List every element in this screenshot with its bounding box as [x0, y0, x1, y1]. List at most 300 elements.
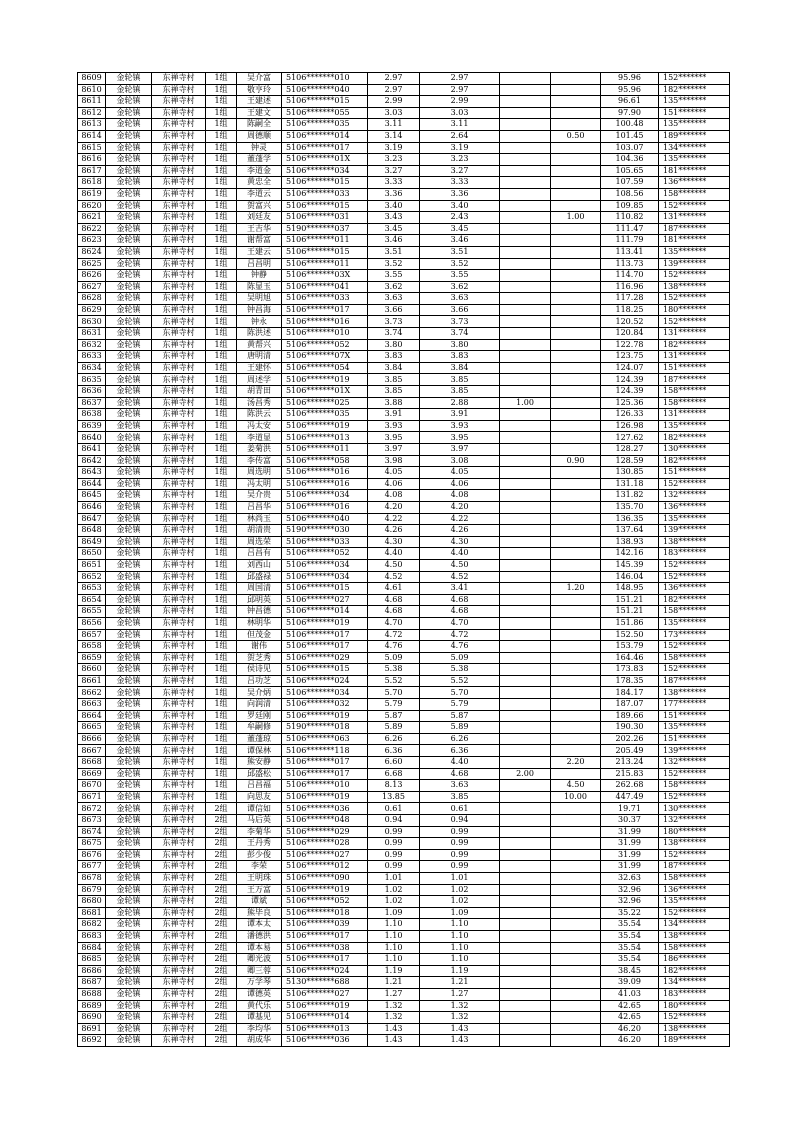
table-row: [78, 988, 730, 1000]
group-cell: 1组: [206, 258, 237, 270]
amount-cell: 120.84: [601, 328, 659, 340]
group-cell: 1组: [206, 548, 237, 560]
total-area-cell: 4.72: [368, 629, 420, 641]
row-number: 8687: [78, 977, 106, 989]
base-area-cell: 1.10: [420, 942, 500, 954]
town-cell: 金轮镇: [106, 803, 152, 815]
table-row: [78, 757, 730, 769]
group-cell: 1组: [206, 177, 237, 189]
town-cell: 金轮镇: [106, 954, 152, 966]
town-cell: 金轮镇: [106, 594, 152, 606]
id-card-cell: 5106*******011: [282, 258, 368, 270]
town-cell: 金轮镇: [106, 328, 152, 340]
phone-cell: 173*******: [659, 629, 730, 641]
phone-cell: 183*******: [659, 988, 730, 1000]
row-number: 8664: [78, 710, 106, 722]
amount-cell: 135.70: [601, 501, 659, 513]
group-cell: 1组: [206, 420, 237, 432]
town-cell: 金轮镇: [106, 304, 152, 316]
total-area-cell: 5.87: [368, 710, 420, 722]
town-cell: 金轮镇: [106, 548, 152, 560]
phone-cell: 158*******: [659, 652, 730, 664]
name-cell: 董蓬学: [237, 154, 282, 166]
base-area-cell: 5.79: [420, 699, 500, 711]
id-card-cell: 5106*******055: [282, 107, 368, 119]
town-cell: 金轮镇: [106, 177, 152, 189]
added-area-cell: [551, 362, 601, 374]
id-card-cell: 5106*******036: [282, 1035, 368, 1047]
id-card-cell: 5106*******017: [282, 954, 368, 966]
extra-area-cell: 2.00: [500, 768, 551, 780]
base-area-cell: 3.73: [420, 316, 500, 328]
group-cell: 1组: [206, 339, 237, 351]
base-area-cell: 3.08: [420, 455, 500, 467]
added-area-cell: 0.90: [551, 455, 601, 467]
name-cell: 潘德洪: [237, 930, 282, 942]
table-row: [78, 930, 730, 942]
table-row: [78, 559, 730, 571]
table-row: [78, 954, 730, 966]
amount-cell: 31.99: [601, 849, 659, 861]
name-cell: 贺富兴: [237, 200, 282, 212]
added-area-cell: [551, 629, 601, 641]
added-area-cell: [551, 907, 601, 919]
amount-cell: 215.83: [601, 768, 659, 780]
town-cell: 金轮镇: [106, 583, 152, 595]
village-cell: 东禅寺村: [152, 316, 206, 328]
table-row: [78, 432, 730, 444]
amount-cell: 95.96: [601, 84, 659, 96]
id-card-cell: 5106*******016: [282, 467, 368, 479]
phone-cell: 135*******: [659, 896, 730, 908]
table-row: [78, 664, 730, 676]
village-cell: 东禅寺村: [152, 525, 206, 537]
added-area-cell: [551, 675, 601, 687]
total-area-cell: 4.68: [368, 606, 420, 618]
group-cell: 1组: [206, 281, 237, 293]
base-area-cell: 2.97: [420, 73, 500, 85]
village-cell: 东禅寺村: [152, 594, 206, 606]
phone-cell: 189*******: [659, 130, 730, 142]
extra-area-cell: [500, 930, 551, 942]
base-area-cell: 3.51: [420, 246, 500, 258]
group-cell: 1组: [206, 246, 237, 258]
row-number: 8672: [78, 803, 106, 815]
phone-cell: 152*******: [659, 791, 730, 803]
row-number: 8654: [78, 594, 106, 606]
id-card-cell: 5106*******019: [282, 617, 368, 629]
id-card-cell: 5106*******017: [282, 641, 368, 653]
phone-cell: 136*******: [659, 884, 730, 896]
extra-area-cell: [500, 328, 551, 340]
added-area-cell: [551, 270, 601, 282]
phone-cell: 132*******: [659, 757, 730, 769]
name-cell: 周选荣: [237, 536, 282, 548]
table-row: [78, 1035, 730, 1047]
table-row: [78, 351, 730, 363]
row-number: 8653: [78, 583, 106, 595]
row-number: 8611: [78, 96, 106, 108]
id-card-cell: 5106*******013: [282, 1023, 368, 1035]
added-area-cell: [551, 977, 601, 989]
base-area-cell: 4.30: [420, 536, 500, 548]
extra-area-cell: [500, 629, 551, 641]
group-cell: 2组: [206, 1035, 237, 1047]
base-area-cell: 6.26: [420, 733, 500, 745]
amount-cell: 32.96: [601, 884, 659, 896]
amount-cell: 114.70: [601, 270, 659, 282]
extra-area-cell: [500, 641, 551, 653]
table-row: [78, 699, 730, 711]
total-area-cell: 3.93: [368, 420, 420, 432]
total-area-cell: 2.99: [368, 96, 420, 108]
village-cell: 东禅寺村: [152, 664, 206, 676]
id-card-cell: 5106*******025: [282, 397, 368, 409]
extra-area-cell: [500, 177, 551, 189]
added-area-cell: [551, 432, 601, 444]
id-card-cell: 5106*******027: [282, 594, 368, 606]
base-area-cell: 2.88: [420, 397, 500, 409]
row-number: 8647: [78, 513, 106, 525]
base-area-cell: 3.40: [420, 200, 500, 212]
total-area-cell: 4.05: [368, 467, 420, 479]
base-area-cell: 4.52: [420, 571, 500, 583]
total-area-cell: 3.80: [368, 339, 420, 351]
name-cell: 侯诗见: [237, 664, 282, 676]
table-row: [78, 606, 730, 618]
row-number: 8688: [78, 988, 106, 1000]
town-cell: 金轮镇: [106, 200, 152, 212]
added-area-cell: [551, 73, 601, 85]
added-area-cell: 4.50: [551, 780, 601, 792]
table-row: [78, 165, 730, 177]
total-area-cell: 3.62: [368, 281, 420, 293]
row-number: 8636: [78, 386, 106, 398]
town-cell: 金轮镇: [106, 525, 152, 537]
name-cell: 吕功芝: [237, 675, 282, 687]
village-cell: 东禅寺村: [152, 548, 206, 560]
base-area-cell: 1.19: [420, 965, 500, 977]
extra-area-cell: [500, 594, 551, 606]
total-area-cell: 3.03: [368, 107, 420, 119]
total-area-cell: 6.26: [368, 733, 420, 745]
phone-cell: 158*******: [659, 780, 730, 792]
added-area-cell: [551, 699, 601, 711]
table-row: [78, 478, 730, 490]
table-row: [78, 362, 730, 374]
amount-cell: 117.28: [601, 293, 659, 305]
base-area-cell: 1.32: [420, 1000, 500, 1012]
village-cell: 东禅寺村: [152, 212, 206, 224]
town-cell: 金轮镇: [106, 965, 152, 977]
table-row: [78, 339, 730, 351]
group-cell: 1组: [206, 188, 237, 200]
village-cell: 东禅寺村: [152, 559, 206, 571]
extra-area-cell: [500, 258, 551, 270]
town-cell: 金轮镇: [106, 130, 152, 142]
base-area-cell: 0.61: [420, 803, 500, 815]
added-area-cell: [551, 536, 601, 548]
table-row: [78, 154, 730, 166]
phone-cell: 180*******: [659, 1000, 730, 1012]
total-area-cell: 0.99: [368, 849, 420, 861]
table-row: [78, 84, 730, 96]
group-cell: 2组: [206, 930, 237, 942]
town-cell: 金轮镇: [106, 223, 152, 235]
row-number: 8631: [78, 328, 106, 340]
extra-area-cell: [500, 652, 551, 664]
extra-area-cell: [500, 803, 551, 815]
id-card-cell: 5106*******054: [282, 362, 368, 374]
base-area-cell: 0.99: [420, 826, 500, 838]
village-cell: 东禅寺村: [152, 1012, 206, 1024]
base-area-cell: 3.33: [420, 177, 500, 189]
table-row: [78, 525, 730, 537]
village-cell: 东禅寺村: [152, 293, 206, 305]
row-number: 8642: [78, 455, 106, 467]
total-area-cell: 0.99: [368, 826, 420, 838]
added-area-cell: [551, 501, 601, 513]
phone-cell: 158*******: [659, 942, 730, 954]
extra-area-cell: [500, 977, 551, 989]
extra-area-cell: [500, 872, 551, 884]
id-card-cell: 5106*******017: [282, 629, 368, 641]
row-number: 8616: [78, 154, 106, 166]
phone-cell: 182*******: [659, 432, 730, 444]
id-card-cell: 5106*******034: [282, 490, 368, 502]
id-card-cell: 5106*******010: [282, 328, 368, 340]
town-cell: 金轮镇: [106, 501, 152, 513]
town-cell: 金轮镇: [106, 872, 152, 884]
table-row: [78, 455, 730, 467]
group-cell: 1组: [206, 455, 237, 467]
phone-cell: 158*******: [659, 872, 730, 884]
total-area-cell: 3.66: [368, 304, 420, 316]
village-cell: 东禅寺村: [152, 977, 206, 989]
base-area-cell: 3.63: [420, 780, 500, 792]
id-card-cell: 5106*******010: [282, 780, 368, 792]
base-area-cell: 4.05: [420, 467, 500, 479]
name-cell: 林尚玉: [237, 513, 282, 525]
base-area-cell: 1.32: [420, 1012, 500, 1024]
base-area-cell: 1.10: [420, 930, 500, 942]
extra-area-cell: [500, 420, 551, 432]
added-area-cell: [551, 641, 601, 653]
row-number: 8671: [78, 791, 106, 803]
extra-area-cell: [500, 107, 551, 119]
village-cell: 东禅寺村: [152, 872, 206, 884]
town-cell: 金轮镇: [106, 258, 152, 270]
phone-cell: 152*******: [659, 200, 730, 212]
table-body: [78, 73, 730, 1047]
table-row: [78, 1012, 730, 1024]
total-area-cell: 13.85: [368, 791, 420, 803]
total-area-cell: 4.06: [368, 478, 420, 490]
extra-area-cell: [500, 849, 551, 861]
name-cell: 李传富: [237, 455, 282, 467]
town-cell: 金轮镇: [106, 432, 152, 444]
group-cell: 1组: [206, 559, 237, 571]
group-cell: 1组: [206, 501, 237, 513]
village-cell: 东禅寺村: [152, 165, 206, 177]
extra-area-cell: [500, 583, 551, 595]
table-row: [78, 304, 730, 316]
town-cell: 金轮镇: [106, 362, 152, 374]
name-cell: 陈洪云: [237, 409, 282, 421]
table-row: [78, 293, 730, 305]
added-area-cell: [551, 1000, 601, 1012]
town-cell: 金轮镇: [106, 339, 152, 351]
row-number: 8612: [78, 107, 106, 119]
row-number: 8658: [78, 641, 106, 653]
row-number: 8685: [78, 954, 106, 966]
village-cell: 东禅寺村: [152, 409, 206, 421]
extra-area-cell: [500, 965, 551, 977]
row-number: 8676: [78, 849, 106, 861]
id-card-cell: 5106*******036: [282, 803, 368, 815]
total-area-cell: 1.01: [368, 872, 420, 884]
total-area-cell: 4.20: [368, 501, 420, 513]
total-area-cell: 1.32: [368, 1012, 420, 1024]
extra-area-cell: [500, 212, 551, 224]
id-card-cell: 5106*******028: [282, 838, 368, 850]
phone-cell: 152*******: [659, 478, 730, 490]
group-cell: 2组: [206, 815, 237, 827]
table-row: [78, 675, 730, 687]
name-cell: 黄代乐: [237, 1000, 282, 1012]
extra-area-cell: [500, 699, 551, 711]
extra-area-cell: [500, 386, 551, 398]
amount-cell: 190.30: [601, 722, 659, 734]
phone-cell: 158*******: [659, 188, 730, 200]
added-area-cell: [551, 420, 601, 432]
village-cell: 东禅寺村: [152, 826, 206, 838]
phone-cell: 131*******: [659, 212, 730, 224]
added-area-cell: [551, 96, 601, 108]
id-card-cell: 5106*******029: [282, 826, 368, 838]
base-area-cell: 1.43: [420, 1023, 500, 1035]
table-row: [78, 96, 730, 108]
amount-cell: 145.39: [601, 559, 659, 571]
table-row: [78, 907, 730, 919]
added-area-cell: 1.20: [551, 583, 601, 595]
phone-cell: 151*******: [659, 733, 730, 745]
amount-cell: 113.73: [601, 258, 659, 270]
subsidy-table: [77, 72, 730, 1047]
base-area-cell: 4.68: [420, 594, 500, 606]
town-cell: 金轮镇: [106, 791, 152, 803]
id-card-cell: 5106*******019: [282, 710, 368, 722]
id-card-cell: 5106*******012: [282, 861, 368, 873]
extra-area-cell: [500, 119, 551, 131]
added-area-cell: [551, 177, 601, 189]
name-cell: 谢帮富: [237, 235, 282, 247]
phone-cell: 130*******: [659, 444, 730, 456]
phone-cell: 158*******: [659, 397, 730, 409]
row-number: 8656: [78, 617, 106, 629]
id-card-cell: 5106*******052: [282, 548, 368, 560]
phone-cell: 136*******: [659, 177, 730, 189]
group-cell: 1组: [206, 687, 237, 699]
name-cell: 谭保林: [237, 745, 282, 757]
phone-cell: 152*******: [659, 270, 730, 282]
total-area-cell: 3.91: [368, 409, 420, 421]
extra-area-cell: [500, 606, 551, 618]
table-row: [78, 884, 730, 896]
group-cell: 1组: [206, 583, 237, 595]
amount-cell: 123.75: [601, 351, 659, 363]
total-area-cell: 3.63: [368, 293, 420, 305]
row-number: 8677: [78, 861, 106, 873]
name-cell: 贺芝秀: [237, 652, 282, 664]
extra-area-cell: [500, 988, 551, 1000]
table-row: [78, 641, 730, 653]
town-cell: 金轮镇: [106, 1023, 152, 1035]
added-area-cell: [551, 594, 601, 606]
name-cell: 李道云: [237, 188, 282, 200]
group-cell: 2组: [206, 977, 237, 989]
group-cell: 2组: [206, 803, 237, 815]
amount-cell: 111.79: [601, 235, 659, 247]
row-number: 8618: [78, 177, 106, 189]
amount-cell: 96.61: [601, 96, 659, 108]
group-cell: 1组: [206, 362, 237, 374]
amount-cell: 19.71: [601, 803, 659, 815]
row-number: 8643: [78, 467, 106, 479]
id-card-cell: 5106*******052: [282, 896, 368, 908]
total-area-cell: 3.97: [368, 444, 420, 456]
base-area-cell: 0.99: [420, 861, 500, 873]
added-area-cell: [551, 710, 601, 722]
id-card-cell: 5106*******015: [282, 177, 368, 189]
name-cell: 黄帮兴: [237, 339, 282, 351]
town-cell: 金轮镇: [106, 919, 152, 931]
village-cell: 东禅寺村: [152, 374, 206, 386]
extra-area-cell: [500, 1000, 551, 1012]
group-cell: 1组: [206, 571, 237, 583]
amount-cell: 447.49: [601, 791, 659, 803]
id-card-cell: 5106*******035: [282, 409, 368, 421]
name-cell: 王建怀: [237, 362, 282, 374]
table-row: [78, 513, 730, 525]
amount-cell: 110.82: [601, 212, 659, 224]
town-cell: 金轮镇: [106, 571, 152, 583]
amount-cell: 35.22: [601, 907, 659, 919]
added-area-cell: [551, 571, 601, 583]
group-cell: 1组: [206, 270, 237, 282]
total-area-cell: 1.10: [368, 942, 420, 954]
added-area-cell: [551, 954, 601, 966]
name-cell: 周德顺: [237, 130, 282, 142]
village-cell: 东禅寺村: [152, 536, 206, 548]
base-area-cell: 3.62: [420, 281, 500, 293]
id-card-cell: 5106*******031: [282, 212, 368, 224]
phone-cell: 135*******: [659, 96, 730, 108]
id-card-cell: 5106*******041: [282, 281, 368, 293]
total-area-cell: 5.09: [368, 652, 420, 664]
id-card-cell: 5106*******013: [282, 432, 368, 444]
id-card-cell: 5106*******017: [282, 142, 368, 154]
added-area-cell: [551, 548, 601, 560]
village-cell: 东禅寺村: [152, 304, 206, 316]
town-cell: 金轮镇: [106, 409, 152, 421]
table-row: [78, 803, 730, 815]
id-card-cell: 5106*******015: [282, 583, 368, 595]
row-number: 8623: [78, 235, 106, 247]
name-cell: 谭斌: [237, 896, 282, 908]
base-area-cell: 3.80: [420, 339, 500, 351]
town-cell: 金轮镇: [106, 490, 152, 502]
